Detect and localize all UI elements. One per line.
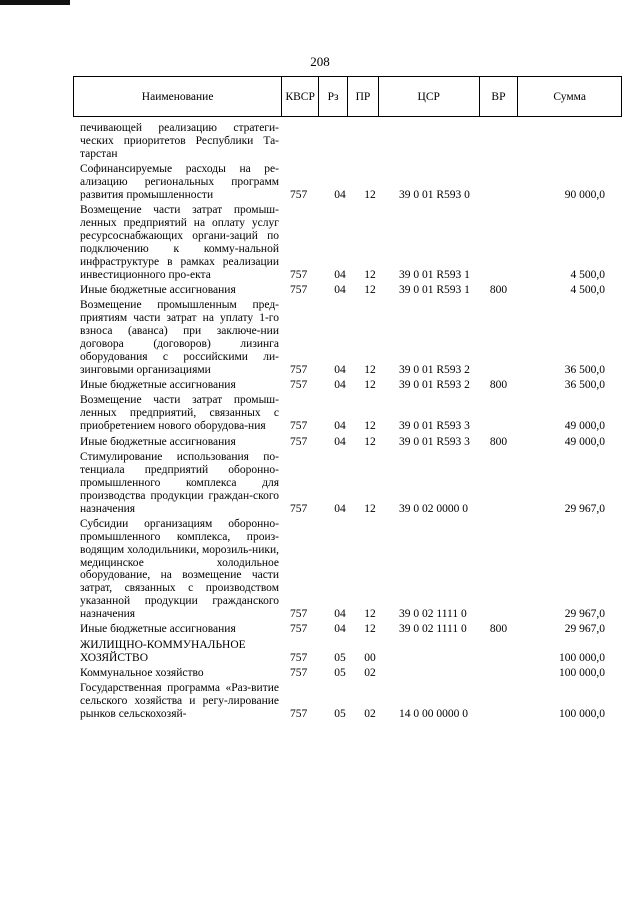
cell-csr: 39 0 02 0000 0 <box>399 502 468 515</box>
header-rz: Рз <box>319 77 348 116</box>
cell-name: Стимулирование использования по-тенциала предприятий оборонно-промышленного комплекса для производства продукции граждан-ского назначения <box>80 450 279 515</box>
cell-sum: 4 500,0 <box>570 284 605 297</box>
cell-sum: 36 500,0 <box>564 363 605 376</box>
table-row <box>80 639 605 665</box>
cell-csr: 39 0 01 R593 1 <box>399 268 470 281</box>
cell-rz: 04 <box>334 623 346 636</box>
table-row <box>80 299 605 376</box>
cell-sum: 29 967,0 <box>564 608 605 621</box>
cell-sum: 4 500,0 <box>570 268 605 281</box>
cell-name: Возмещение промышленным пред-приятиям части затрат на уплату 1-го взноса (аванса) при заключе-нии договора (договоров) лизинга оборудования с российскими ли-зинговыми организациями <box>80 299 279 376</box>
cell-rz: 04 <box>334 435 346 448</box>
table-row <box>80 682 605 721</box>
cell-sum: 100 000,0 <box>559 708 605 721</box>
cell-name: Софинансируемые расходы на ре-ализацию региональных программ развития промышленности <box>80 163 279 201</box>
cell-kvsr: 757 <box>290 363 308 376</box>
cell-vr: 800 <box>489 623 508 636</box>
cell-vr: 800 <box>489 435 508 448</box>
cell-csr: 14 0 00 0000 0 <box>399 708 468 721</box>
cell-csr: 39 0 01 R593 2 <box>399 363 470 376</box>
table-row <box>80 436 605 449</box>
cell-rz: 04 <box>334 502 346 515</box>
cell-sum: 36 500,0 <box>564 379 605 392</box>
cell-pr: 12 <box>364 379 376 392</box>
cell-pr: 00 <box>364 651 376 664</box>
cell-kvsr: 757 <box>290 435 308 448</box>
cell-kvsr: 757 <box>290 623 308 636</box>
cell-kvsr: 757 <box>290 608 308 621</box>
cell-sum: 49 000,0 <box>564 435 605 448</box>
cell-pr: 02 <box>364 666 376 679</box>
cell-name: печивающей реализацию стратеги-ческих приоритетов Республики Та-тарстан <box>80 122 279 160</box>
cell-csr: 39 0 01 R593 3 <box>399 420 470 433</box>
cell-name: Субсидии организациям оборонно-промышленного комплекса, произ-водящим холодильники, морозиль-ники, медицинское холодильное оборудование, на возмещение части затрат, связанных с производством указанной продукции гражданского назначения <box>80 517 279 621</box>
cell-csr: 39 0 01 R593 0 <box>399 188 470 201</box>
cell-csr: 39 0 01 R593 1 <box>399 284 470 297</box>
header-name: Наименование <box>74 77 282 116</box>
cell-rz: 05 <box>334 666 346 679</box>
cell-rz: 05 <box>334 708 346 721</box>
cell-kvsr: 757 <box>290 651 308 664</box>
cell-kvsr: 757 <box>290 379 308 392</box>
cell-name: Иные бюджетные ассигнования <box>80 379 236 392</box>
table-row <box>80 451 605 516</box>
cell-pr: 12 <box>364 188 376 201</box>
header-vr: ВР <box>480 77 519 116</box>
cell-name: ЖИЛИЩНО-КОММУНАЛЬНОЕ ХОЗЯЙСТВО <box>80 638 246 664</box>
page-number: 208 <box>310 54 330 69</box>
cell-name: Возмещение части затрат промыш-ленных предприятий, связанных с приобретением нового оборудова-ния <box>80 394 279 433</box>
cell-sum: 29 967,0 <box>564 623 605 636</box>
cell-pr: 12 <box>364 435 376 448</box>
corner-mark <box>0 0 70 5</box>
cell-csr: 39 0 02 1111 0 <box>399 623 467 636</box>
table-row <box>80 379 605 392</box>
table-row <box>80 518 605 621</box>
table-row <box>80 623 605 636</box>
cell-vr: 800 <box>489 284 508 297</box>
cell-name: Иные бюджетные ассигнования <box>80 435 236 448</box>
cell-pr: 12 <box>364 502 376 515</box>
cell-pr: 12 <box>364 284 376 297</box>
cell-pr: 12 <box>364 608 376 621</box>
cell-kvsr: 757 <box>290 284 308 297</box>
cell-rz: 04 <box>334 268 346 281</box>
cell-sum: 100 000,0 <box>559 651 605 664</box>
table-row <box>80 204 605 281</box>
table-header <box>73 76 622 117</box>
cell-kvsr: 757 <box>290 420 308 433</box>
cell-name: Иные бюджетные ассигнования <box>80 623 236 636</box>
cell-rz: 04 <box>334 420 346 433</box>
cell-rz: 04 <box>334 284 346 297</box>
header-sum: Сумма <box>553 90 586 103</box>
cell-rz: 04 <box>334 379 346 392</box>
cell-sum: 29 967,0 <box>564 502 605 515</box>
cell-pr: 12 <box>364 268 376 281</box>
cell-pr: 12 <box>364 623 376 636</box>
cell-rz: 04 <box>334 363 346 376</box>
cell-name: Иные бюджетные ассигнования <box>80 284 236 297</box>
table-row <box>80 667 605 680</box>
cell-rz: 04 <box>334 188 346 201</box>
table-row <box>80 122 605 161</box>
cell-sum: 100 000,0 <box>559 666 605 679</box>
cell-kvsr: 757 <box>290 502 308 515</box>
cell-kvsr: 757 <box>290 708 308 721</box>
cell-kvsr: 757 <box>290 666 308 679</box>
cell-csr: 39 0 02 1111 0 <box>399 608 467 621</box>
cell-kvsr: 757 <box>290 268 308 281</box>
header-pr: ПР <box>348 77 379 116</box>
cell-rz: 04 <box>334 608 346 621</box>
cell-sum: 49 000,0 <box>564 420 605 433</box>
cell-vr: 800 <box>489 379 508 392</box>
cell-rz: 05 <box>334 651 346 664</box>
table-row <box>80 284 605 297</box>
cell-pr: 02 <box>364 708 376 721</box>
cell-sum: 90 000,0 <box>564 188 605 201</box>
cell-csr: 39 0 01 R593 3 <box>399 435 470 448</box>
cell-pr: 12 <box>364 420 376 433</box>
table-row <box>80 394 605 433</box>
cell-kvsr: 757 <box>290 188 308 201</box>
cell-name: Коммунальное хозяйство <box>80 666 204 679</box>
cell-csr: 39 0 01 R593 2 <box>399 379 470 392</box>
cell-pr: 12 <box>364 363 376 376</box>
header-kvsr: КВСР <box>282 77 319 116</box>
cell-name: Возмещение части затрат промыш-ленных предприятий на оплату услуг ресурсоснабжающих органи-заций по подключению к комму-нальной инфраструктуре в рамках реализации инвестиционного про-екта <box>80 204 279 281</box>
table-row <box>80 163 605 202</box>
header-csr: ЦСР <box>379 77 480 116</box>
table-body <box>80 122 605 723</box>
cell-name: Государственная программа «Раз-витие сельского хозяйства и регу-лирование рынков сельскохозяй- <box>80 682 279 721</box>
